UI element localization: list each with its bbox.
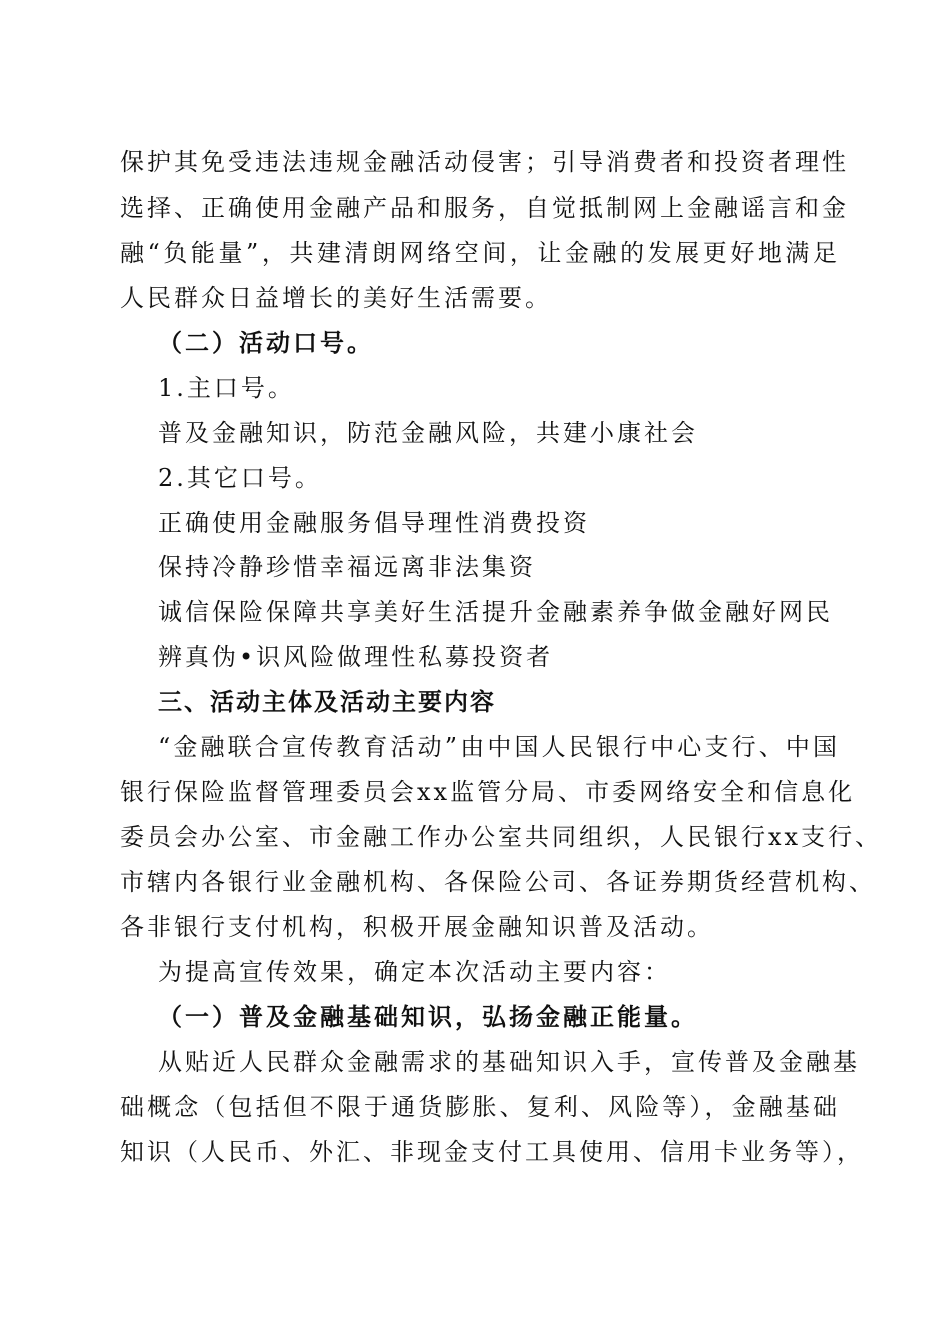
paragraph-line: 委员会办公室、市金融工作办公室共同组织，人民银行xx支行、 [120,823,883,851]
paragraph-line: 融“负能量”，共建清朗网络空间，让金融的发展更好地满足 [120,239,840,267]
paragraph-line: 市辖内各银行业金融机构、各保险公司、各证券期货经营机构、 [120,868,876,896]
paragraph-line: 础概念（包括但不限于通货膨胀、复利、风险等），金融基础 [120,1093,840,1121]
paragraph-line: 选择、正确使用金融产品和服务，自觉抵制网上金融谣言和金 [120,194,849,222]
main-slogan: 普及金融知识，防范金融风险，共建小康社会 [158,419,698,447]
section-heading-3: 三、活动主体及活动主要内容 [158,688,496,716]
paragraph-line: 为提高宣传效果，确定本次活动主要内容： [158,958,671,986]
paragraph-line: 从贴近人民群众金融需求的基础知识入手，宣传普及金融基 [158,1048,860,1076]
slogan-item: 保持冷静珍惜幸福远离非法集资 [158,553,536,581]
paragraph-line: 保护其免受违法违规金融活动侵害；引导消费者和投资者理性 [120,148,849,176]
subsection-heading-basics: （一）普及金融基础知识，弘扬金融正能量。 [158,1002,698,1031]
paragraph-line: 各非银行支付机构，积极开展金融知识普及活动。 [120,913,714,941]
slogan-item: 正确使用金融服务倡导理性消费投资 [158,509,590,537]
subsection-heading-slogans: （二）活动口号。 [158,328,374,357]
main-slogan-label: 1.主口号。 [158,374,295,402]
slogan-item: 辨真伪•识风险做理性私募投资者 [158,643,554,671]
paragraph-line: “金融联合宣传教育活动”由中国人民银行中心支行、中国 [158,733,840,761]
paragraph-line: 知识（人民币、外汇、非现金支付工具使用、信用卡业务等）， [120,1138,864,1166]
paragraph-line: 人民群众日益增长的美好生活需要。 [120,284,552,312]
paragraph-line: 银行保险监督管理委员会xx监管分局、市委网络安全和信息化 [120,778,856,806]
slogan-item: 诚信保险保障共享美好生活提升金融素养争做金融好网民 [158,598,833,626]
other-slogans-label: 2.其它口号。 [158,464,322,492]
